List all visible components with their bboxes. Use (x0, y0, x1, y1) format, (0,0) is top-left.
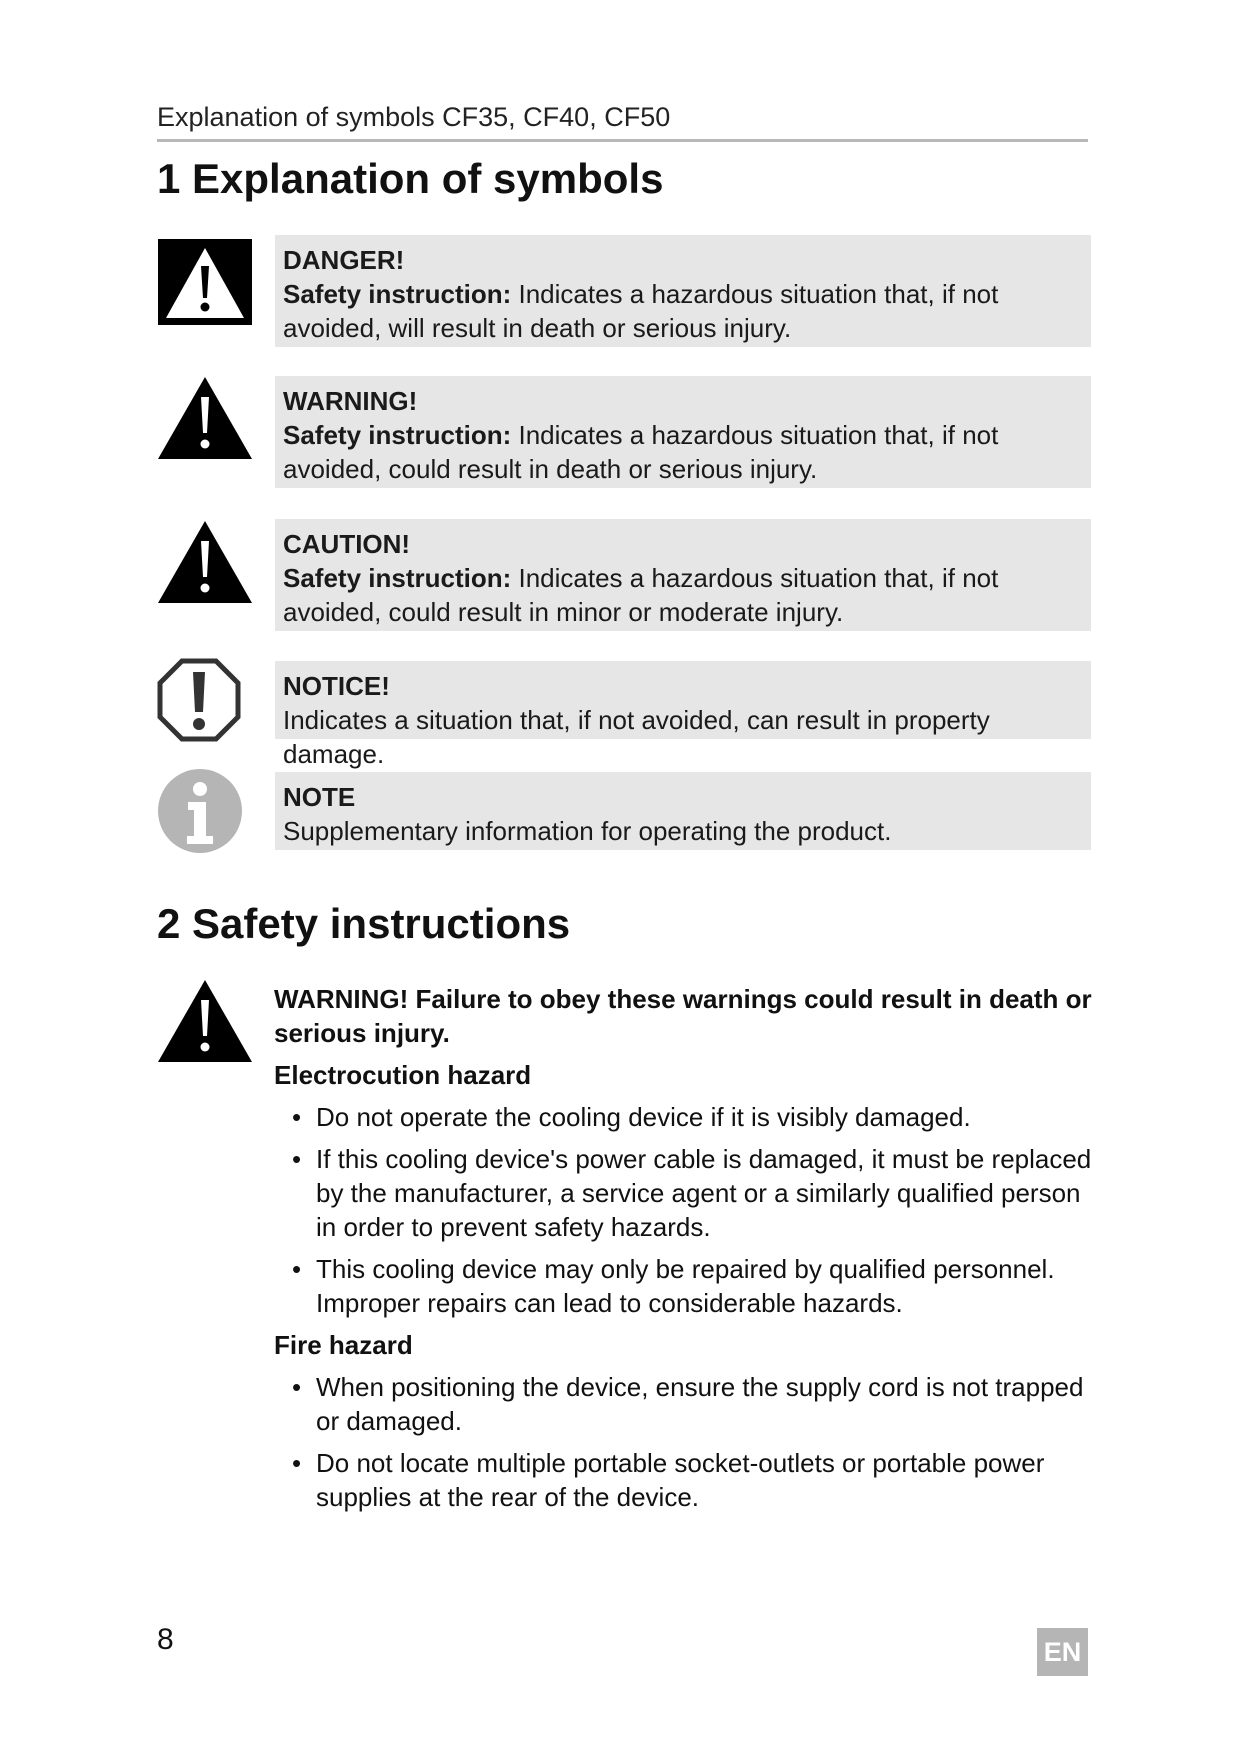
running-header: Explanation of symbols CF35, CF40, CF50 (157, 102, 1088, 142)
notice-box (275, 661, 1091, 769)
electrocution-heading: Electrocution hazard (274, 1060, 532, 1090)
danger-prefix: Safety instruction: (283, 279, 512, 309)
list-item: • When positioning the device, ensure the supply cord is not trapped or damaged. (274, 1370, 1094, 1438)
note-box (275, 772, 1091, 850)
caution-text: Indicates a hazardous situation that, if not avoided, could result in minor or moderate injury. (283, 563, 999, 627)
safety-instructions (274, 982, 1094, 1522)
warning-title: WARNING! (283, 386, 418, 416)
danger-triangle-icon (157, 238, 253, 334)
danger-text: Indicates a hazardous situation that, if not avoided, will result in death or serious injury. (283, 279, 999, 343)
notice-octagon-icon (157, 658, 241, 742)
danger-title: DANGER! (283, 245, 405, 275)
danger-box (275, 235, 1091, 347)
warning-prefix: Safety instruction: (283, 420, 512, 450)
note-title: NOTE (283, 782, 356, 812)
section-2-heading: 2 Safety instructions (157, 900, 571, 947)
fire-heading: Fire hazard (274, 1330, 413, 1360)
list-item: • This cooling device may only be repaired by qualified personnel. Improper repairs can lead to considerable hazards. (274, 1252, 1094, 1320)
info-circle-icon (157, 768, 243, 854)
caution-title: CAUTION! (283, 529, 411, 559)
language-badge: EN (1037, 1628, 1088, 1676)
list-item: • If this cooling device's power cable is damaged, it must be replaced by the manufacturer, a service agent or a similarly qualified person in order to prevent safety hazards. (274, 1142, 1094, 1244)
warning-box (275, 376, 1091, 488)
note-text: Supplementary information for operating the product. (283, 816, 892, 846)
page-number: 8 (157, 1623, 174, 1656)
notice-title: NOTICE! (283, 671, 390, 701)
electrocution-list (274, 1100, 1094, 1320)
notice-text: Indicates a situation that, if not avoided, can result in property damage. (283, 705, 990, 769)
warning-triangle-icon (157, 978, 253, 1074)
caution-prefix: Safety instruction: (283, 563, 512, 593)
fire-list (274, 1370, 1094, 1514)
caution-triangle-icon (157, 519, 253, 615)
caution-box (275, 519, 1091, 631)
warning-text: Indicates a hazardous situation that, if not avoided, could result in death or serious injury. (283, 420, 999, 484)
section-1-heading: 1 Explanation of symbols (157, 155, 664, 202)
warning-triangle-icon (157, 375, 253, 471)
list-item: • Do not operate the cooling device if it is visibly damaged. (274, 1100, 1094, 1134)
safety-warning: WARNING! Failure to obey these warnings could result in death or serious injury. (274, 984, 1092, 1048)
list-item: • Do not locate multiple portable socket-outlets or portable power supplies at the rear of the device. (274, 1446, 1094, 1514)
